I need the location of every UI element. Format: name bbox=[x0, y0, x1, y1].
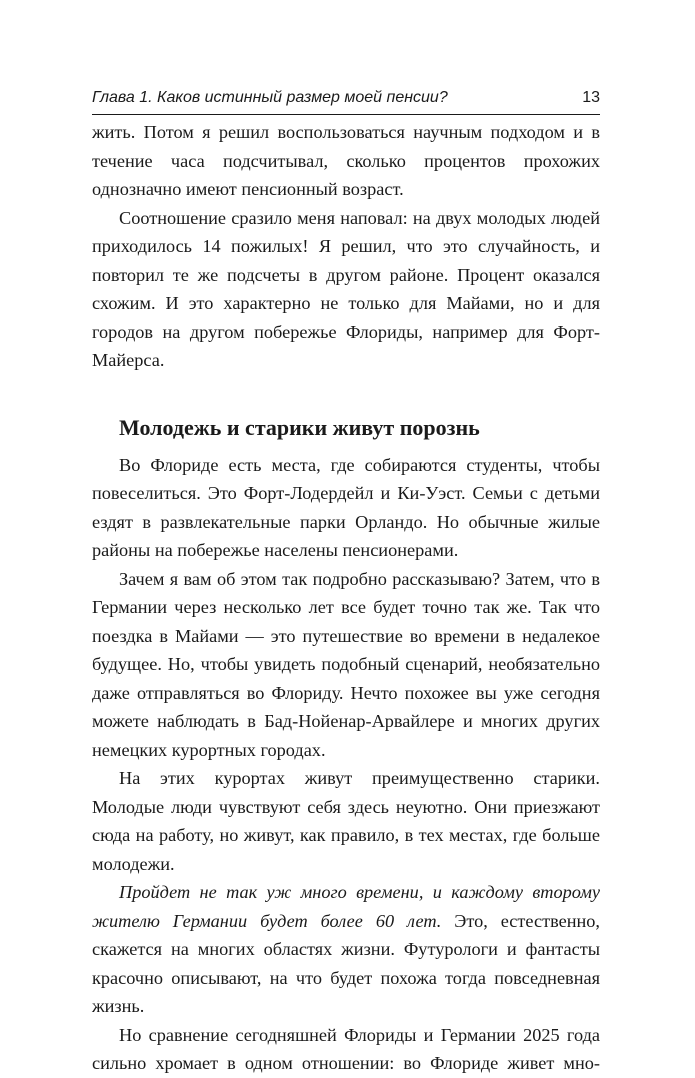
paragraph-text: Это, естественно, скажется на многих областях жизни. Футурологи и фантасты красочно описывают, на что будет похожа тогда повседневная жизнь. bbox=[92, 910, 600, 1016]
chapter-title: Глава 1. Каков истинный размер моей пенсии? bbox=[92, 89, 448, 106]
paragraph bbox=[92, 878, 600, 1021]
page-number: 13 bbox=[582, 89, 600, 106]
emphasis-text: Пройдет не так уж много времени, и каждому второму жителю Германии будет более 60 лет. bbox=[92, 882, 600, 931]
section-heading: Молодежь и старики живут порознь bbox=[119, 414, 480, 440]
body-text bbox=[92, 118, 600, 1078]
paragraph: Зачем я вам об этом так подробно рассказываю? Затем, что в Германии через несколько лет все будет точно так же. Так что поездка в Майами — это путешествие во времени в недалекое будущее. Но, чтобы увидеть подобный сценарий, необязательно даже отправляться во Флориду. Нечто похожее вы уже сегодня можете наблюдать в Бад-Нойенар-Арвайлере и многих других немецких курортных городах. bbox=[92, 568, 600, 760]
paragraph: На этих курортах живут преимущественно старики. Молодые люди чувствуют себя здесь неуютно. Они приезжают сюда на работу, но живут, как правило, в тех местах, где больше молодежи. bbox=[92, 768, 600, 874]
paragraph: Во Флориде есть места, где собираются студенты, чтобы повеселиться. Это Форт-Лодердейл и Ки-Уэст. Семьи с детьми ездят в развлекательные парки Орландо. Но обычные жилые районы на побережье населены пенсионерами. bbox=[92, 454, 600, 560]
paragraph: Но сравнение сегодняшней Флориды и Германии 2025 года сильно хромает в одном отношении: во Флориде живет мно- bbox=[92, 1024, 600, 1073]
running-head bbox=[92, 84, 600, 115]
paragraph: Соотношение сразило меня наповал: на двух молодых людей приходилось 14 пожилых! Я решил, что это случайность, и повторил те же подсчеты в другом районе. Процент оказался схожим. И это характерно не только для Майами, но и для городов на другом побережье Флориды, например для Форт-Майерса. bbox=[92, 207, 600, 370]
paragraph: жить. Потом я решил воспользоваться научным подходом и в течение часа подсчитывал, сколько процентов прохожих однозначно имеют пенсионный возраст. bbox=[92, 122, 600, 199]
